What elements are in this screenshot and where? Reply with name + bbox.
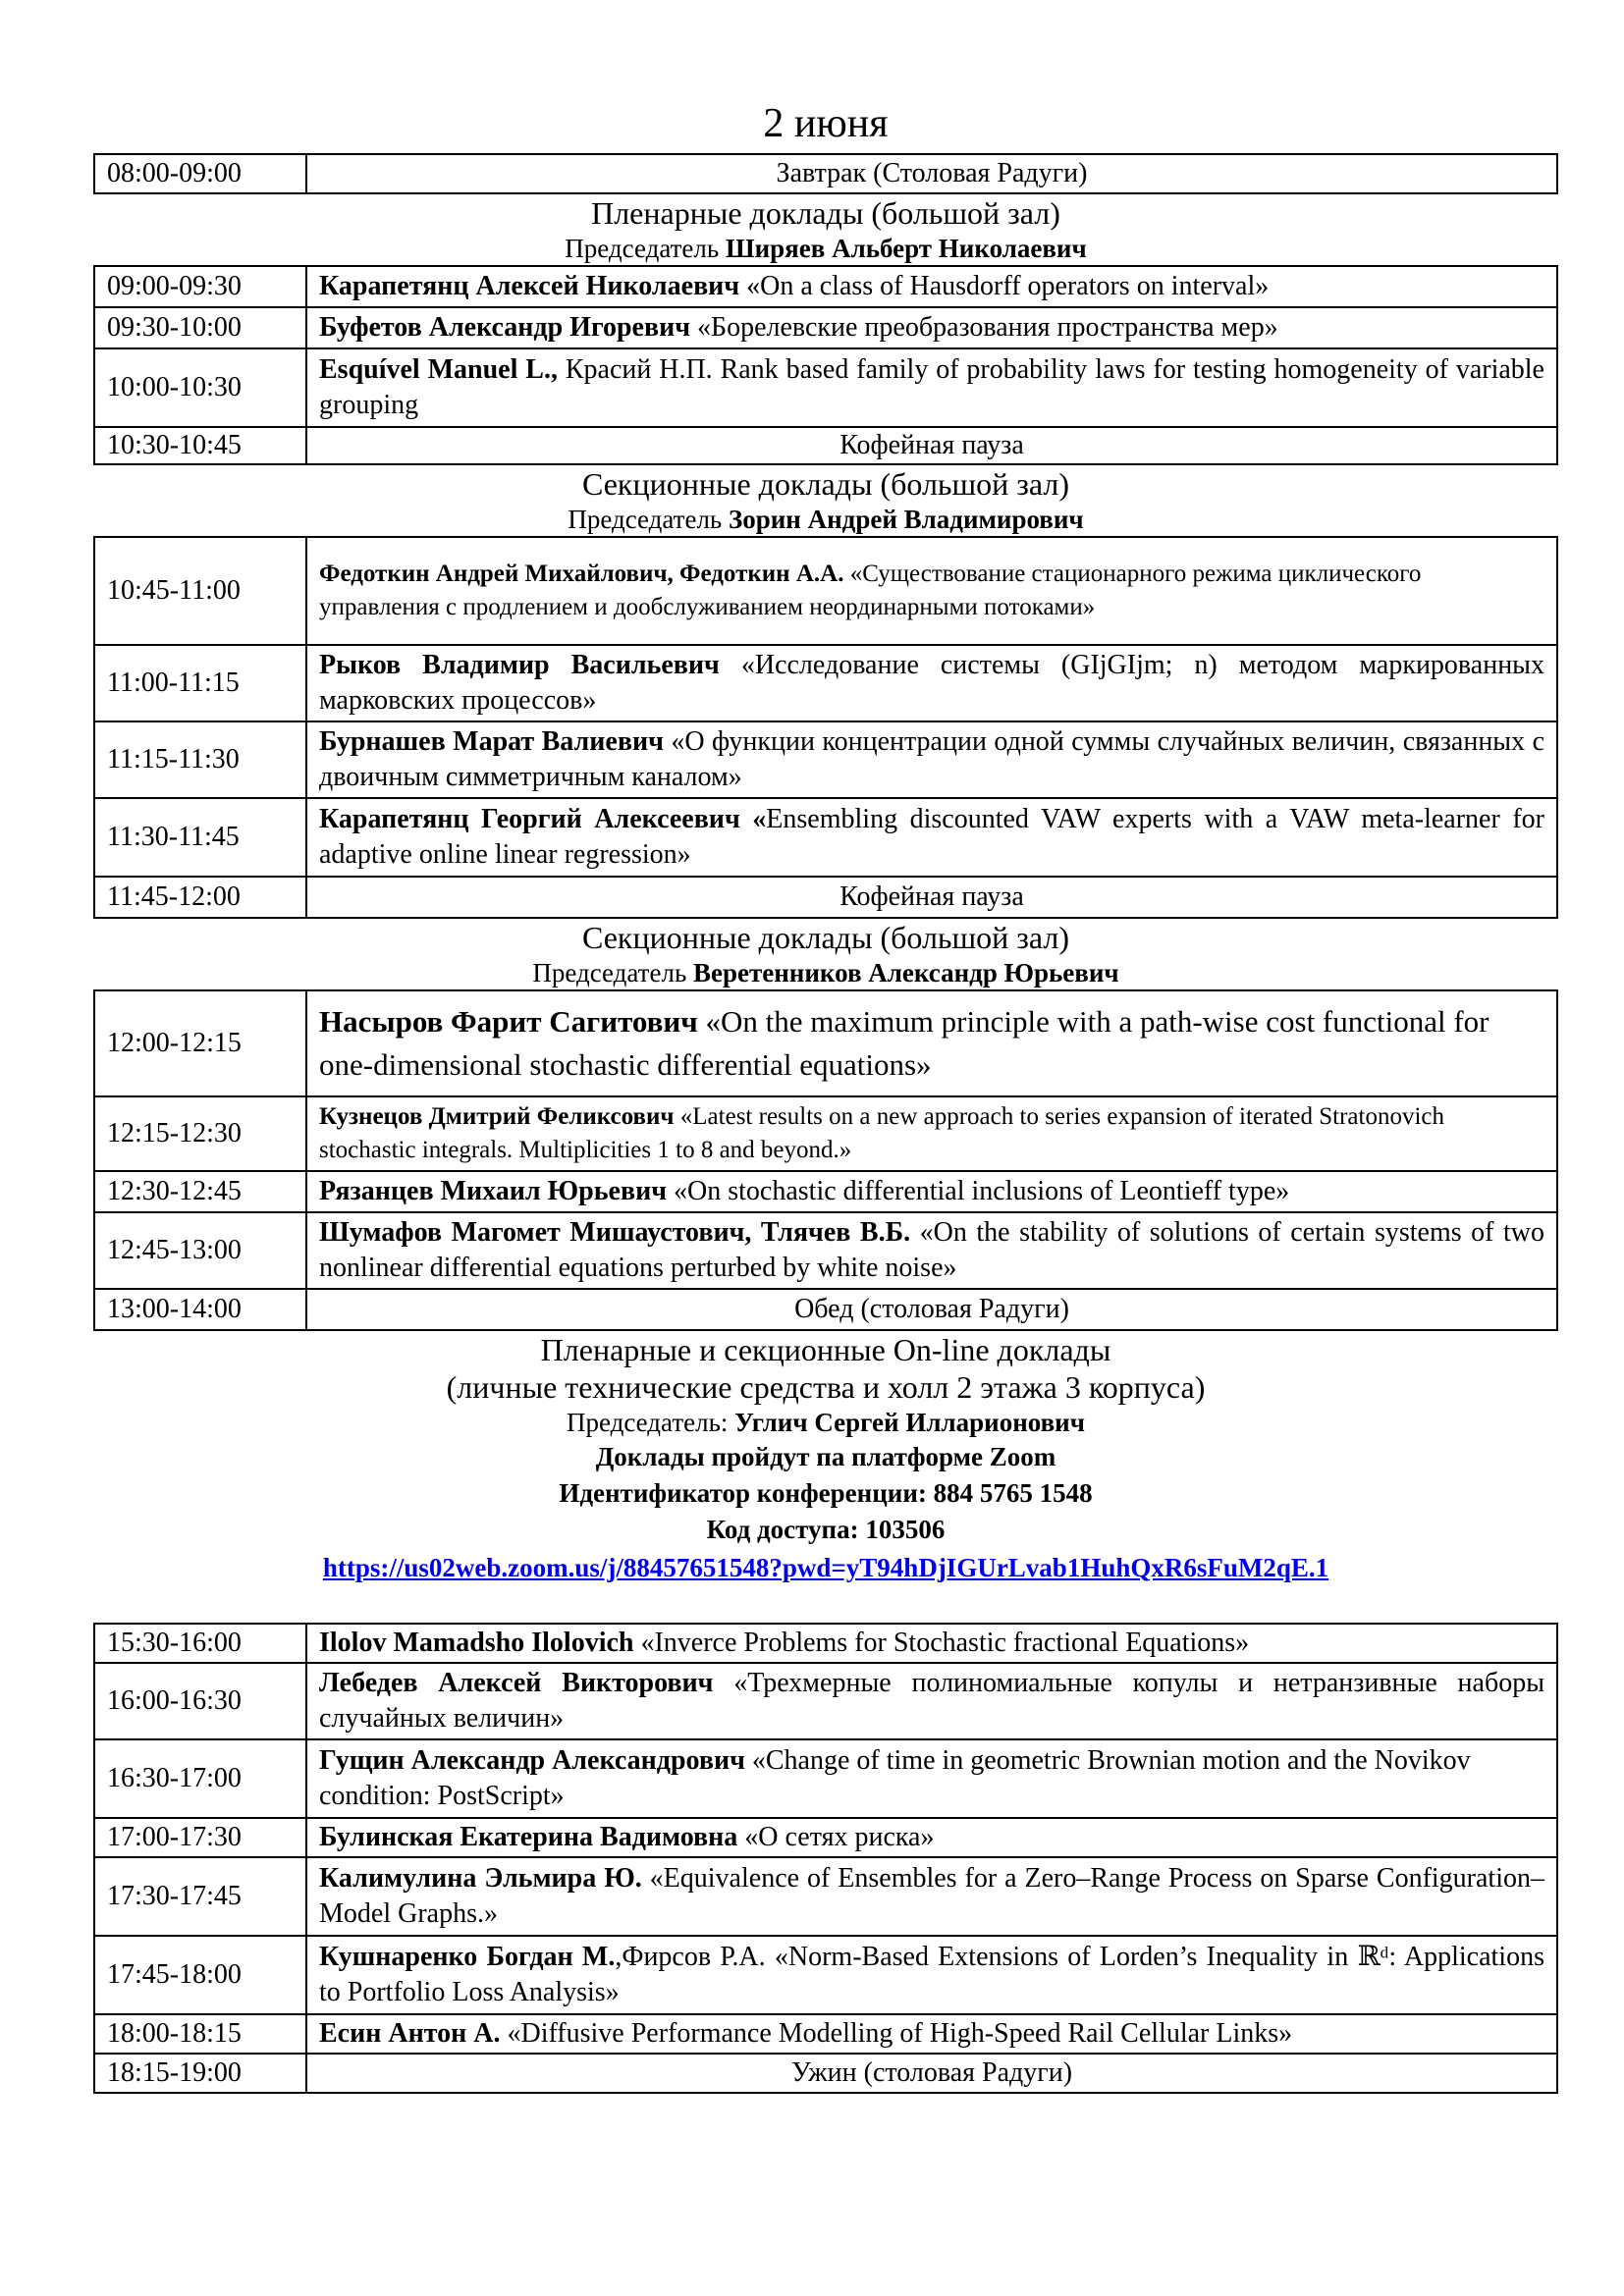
talk-cell	[306, 645, 1557, 721]
talk-cell	[306, 798, 1557, 877]
time-cell: 10:00-10:30	[94, 348, 306, 427]
table-row	[94, 798, 1557, 877]
platform-line: Доклады пройдут па платформе Zoom	[595, 1442, 1056, 1471]
talk-author: Буфетов Александр Игоревич	[319, 312, 690, 343]
chair-prefix: Председатель:	[567, 1408, 729, 1437]
time-cell: 09:30-10:00	[94, 307, 306, 348]
time-cell: 10:45-11:00	[94, 537, 306, 645]
section-subtitle: (личные технические средства и холл 2 этажа 3 корпуса)	[446, 1369, 1206, 1405]
table-row	[94, 1663, 1557, 1739]
table-row	[94, 1818, 1557, 1857]
table-row	[94, 266, 1557, 307]
time-cell: 13:00-14:00	[94, 1289, 306, 1330]
time-cell: 17:45-18:00	[94, 1936, 306, 2014]
time-cell: 18:00-18:15	[94, 2014, 306, 2054]
talk-title: Красий Н.П. Rank based family of probability laws for testing homogeneity of variable grouping	[319, 354, 1544, 420]
table-row	[94, 877, 1557, 918]
time-cell: 10:30-10:45	[94, 427, 306, 464]
talk-author: Калимулина Эльмира Ю.	[319, 1863, 642, 1894]
talk-title: «О сетях риска»	[737, 1822, 935, 1852]
page-date: 2 июня	[763, 101, 889, 146]
event-cell: Кофейная пауза	[306, 427, 1557, 464]
table-row	[94, 2054, 1557, 2093]
table-row	[94, 1096, 1557, 1171]
talk-title: «Борелевские преобразования пространства мер»	[690, 312, 1278, 343]
talk-author: Карапетянц Алексей Николаевич	[319, 271, 740, 301]
talk-cell	[306, 348, 1557, 427]
table-row	[94, 721, 1557, 798]
talk-author: Рыков Владимир Васильевич	[319, 650, 720, 680]
time-cell: 16:30-17:00	[94, 1739, 306, 1818]
talk-title: «Latest results on a new approach to series expansion of iterated Stratonovich stochastic integrals. Multiplicities 1 to 8 and beyond.»	[319, 1103, 1445, 1163]
zoom-link[interactable]: https://us02web.zoom.us/j/88457651548?pwd=yT94hDjIGUrLvab1HuhQxR6sFuM2qE.1	[322, 1553, 1329, 1582]
talk-title: ,Фирсов Р.А. «Norm-Based Extensions of Lorden’s Inequality in ℝᵈ: Applications to Portfolio Loss Analysis»	[319, 1942, 1544, 2007]
talk-author: Кушнаренко Богдан М.	[319, 1942, 616, 1972]
talk-title: «On the maximum principle with a path-wise cost functional for one-dimensional stochastic differential equations»	[319, 1004, 1489, 1082]
talk-title: «Исследование системы (GIjGIjm; n) методом маркированных марковских процессов»	[319, 650, 1544, 716]
conference-id: Идентификатор конференции: 884 5765 1548	[559, 1478, 1093, 1508]
section-title: Пленарные доклады (большой зал)	[591, 195, 1060, 231]
time-cell: 17:00-17:30	[94, 1818, 306, 1857]
table-row	[94, 2014, 1557, 2054]
talk-cell	[306, 1212, 1557, 1289]
section4-table	[93, 1623, 1558, 2094]
section-title: Секционные доклады (большой зал)	[581, 920, 1070, 955]
section1-table	[93, 265, 1558, 465]
event-cell: Обед (столовая Радуги)	[306, 1289, 1557, 1330]
schedule-page	[93, 96, 1558, 2094]
talk-author: Карапетянц Георгий Алексеевич «	[319, 804, 767, 834]
talk-title: «Diffusive Performance Modelling of High-Speed Rail Cellular Links»	[500, 2018, 1293, 2049]
talk-cell	[306, 1663, 1557, 1739]
talk-cell	[306, 2014, 1557, 2054]
talk-author: Федоткин Андрей Михайлович, Федоткин А.А.	[319, 561, 844, 587]
talk-author: Ilolov Mamadsho Ilolovich	[319, 1628, 634, 1658]
event-cell: Завтрак (Столовая Радуги)	[306, 154, 1557, 193]
section-title: Секционные доклады (большой зал)	[581, 466, 1070, 502]
table-row	[94, 1936, 1557, 2014]
talk-title: «On stochastic differential inclusions of Leontieff type»	[667, 1176, 1290, 1206]
event-cell: Кофейная пауза	[306, 877, 1557, 918]
table-row	[94, 154, 1557, 193]
talk-title: «On a class of Hausdorff operators on interval»	[739, 271, 1270, 301]
table-row	[94, 1624, 1557, 1663]
time-cell: 12:45-13:00	[94, 1212, 306, 1289]
time-cell: 18:15-19:00	[94, 2054, 306, 2093]
table-row	[94, 990, 1557, 1096]
talk-title: «О функции концентрации одной суммы случайных величин, связанных с двоичным симметричным каналом»	[319, 726, 1544, 792]
table-row	[94, 1289, 1557, 1330]
talk-cell	[306, 1936, 1557, 2014]
talk-cell	[306, 990, 1557, 1096]
time-cell: 11:30-11:45	[94, 798, 306, 877]
chair-prefix: Председатель	[565, 234, 720, 263]
talk-author: Булинская Екатерина Вадимовна	[319, 1822, 738, 1852]
talk-cell	[306, 1624, 1557, 1663]
time-cell: 08:00-09:00	[94, 154, 306, 193]
talk-cell	[306, 721, 1557, 798]
talk-cell	[306, 1857, 1557, 1936]
table-row	[94, 1171, 1557, 1212]
talk-author: Кузнецов Дмитрий Феликсович	[319, 1103, 675, 1130]
talk-title: «Inverce Problems for Stochastic fractional Equations»	[633, 1628, 1250, 1658]
talk-title: «Change of time in geometric Brownian motion and the Novikov condition: PostScript»	[319, 1745, 1471, 1811]
talk-author: Гущин Александр Александрович	[319, 1745, 745, 1776]
talk-author: Рязанцев Михаил Юрьевич	[319, 1176, 668, 1206]
talk-title: «On the stability of solutions of certain systems of two nonlinear differential equations perturbed by white noise»	[319, 1217, 1544, 1283]
talk-title: Ensembling discounted VAW experts with a VAW meta-learner for adaptive online linear regression»	[319, 804, 1544, 870]
chair-name: Зорин Андрей Владимирович	[728, 505, 1084, 534]
time-cell: 16:00-16:30	[94, 1663, 306, 1739]
chair-name: Ширяев Альберт Николаевич	[725, 234, 1087, 263]
talk-author: Лебедев Алексей Викторович	[319, 1668, 714, 1698]
talk-cell	[306, 266, 1557, 307]
table-row	[94, 1739, 1557, 1818]
table-row	[94, 1857, 1557, 1936]
section-chair	[93, 956, 1558, 989]
time-cell: 15:30-16:00	[94, 1624, 306, 1663]
talk-author: Насыров Фарит Сагитович	[319, 1004, 698, 1039]
event-cell: Ужин (столовая Радуги)	[306, 2054, 1557, 2093]
time-cell: 12:00-12:15	[94, 990, 306, 1096]
talk-title: «Существование стационарного режима циклического управления с продлением и дообслуживанием неординарными потоками»	[319, 561, 1422, 620]
section-chair	[93, 1406, 1558, 1439]
time-cell: 12:15-12:30	[94, 1096, 306, 1171]
table-row	[94, 537, 1557, 645]
table-row	[94, 307, 1557, 348]
talk-cell	[306, 1739, 1557, 1818]
chair-prefix: Председатель	[568, 505, 723, 534]
talk-cell	[306, 537, 1557, 645]
time-cell: 11:45-12:00	[94, 877, 306, 918]
chair-name: Веретенников Александр Юрьевич	[693, 958, 1119, 988]
chair-name: Углич Сергей Илларионович	[734, 1408, 1085, 1437]
table-row	[94, 645, 1557, 721]
table-row	[94, 1212, 1557, 1289]
talk-cell	[306, 1096, 1557, 1171]
time-cell: 11:00-11:15	[94, 645, 306, 721]
breakfast-table	[93, 153, 1558, 194]
talk-author: Бурнашев Марат Валиевич	[319, 726, 664, 757]
chair-prefix: Председатель	[532, 958, 687, 988]
time-cell: 12:30-12:45	[94, 1171, 306, 1212]
talk-title: «Equivalence of Ensembles for a Zero–Range Process on Sparse Configuration– Model Graphs.»	[319, 1863, 1544, 1929]
talk-cell	[306, 1818, 1557, 1857]
table-row	[94, 427, 1557, 464]
talk-author: Esquível Manuel L.,	[319, 354, 558, 385]
section2-table	[93, 536, 1558, 919]
talk-cell	[306, 1171, 1557, 1212]
talk-author: Есин Антон А.	[319, 2018, 501, 2049]
section3-table	[93, 989, 1558, 1331]
time-cell: 11:15-11:30	[94, 721, 306, 798]
time-cell: 09:00-09:30	[94, 266, 306, 307]
talk-title: «Трехмерные полиномиальные копулы и нетранзивные наборы случайных величин»	[319, 1668, 1545, 1734]
access-code: Код доступа: 103506	[706, 1515, 946, 1544]
section-chair	[93, 232, 1558, 265]
section-title: Пленарные и секционные On-line доклады	[540, 1332, 1111, 1367]
time-cell: 17:30-17:45	[94, 1857, 306, 1936]
talk-cell	[306, 307, 1557, 348]
talk-author: Шумафов Магомет Мишаустович, Тлячев В.Б.	[319, 1217, 911, 1248]
table-row	[94, 348, 1557, 427]
section-chair	[93, 503, 1558, 536]
